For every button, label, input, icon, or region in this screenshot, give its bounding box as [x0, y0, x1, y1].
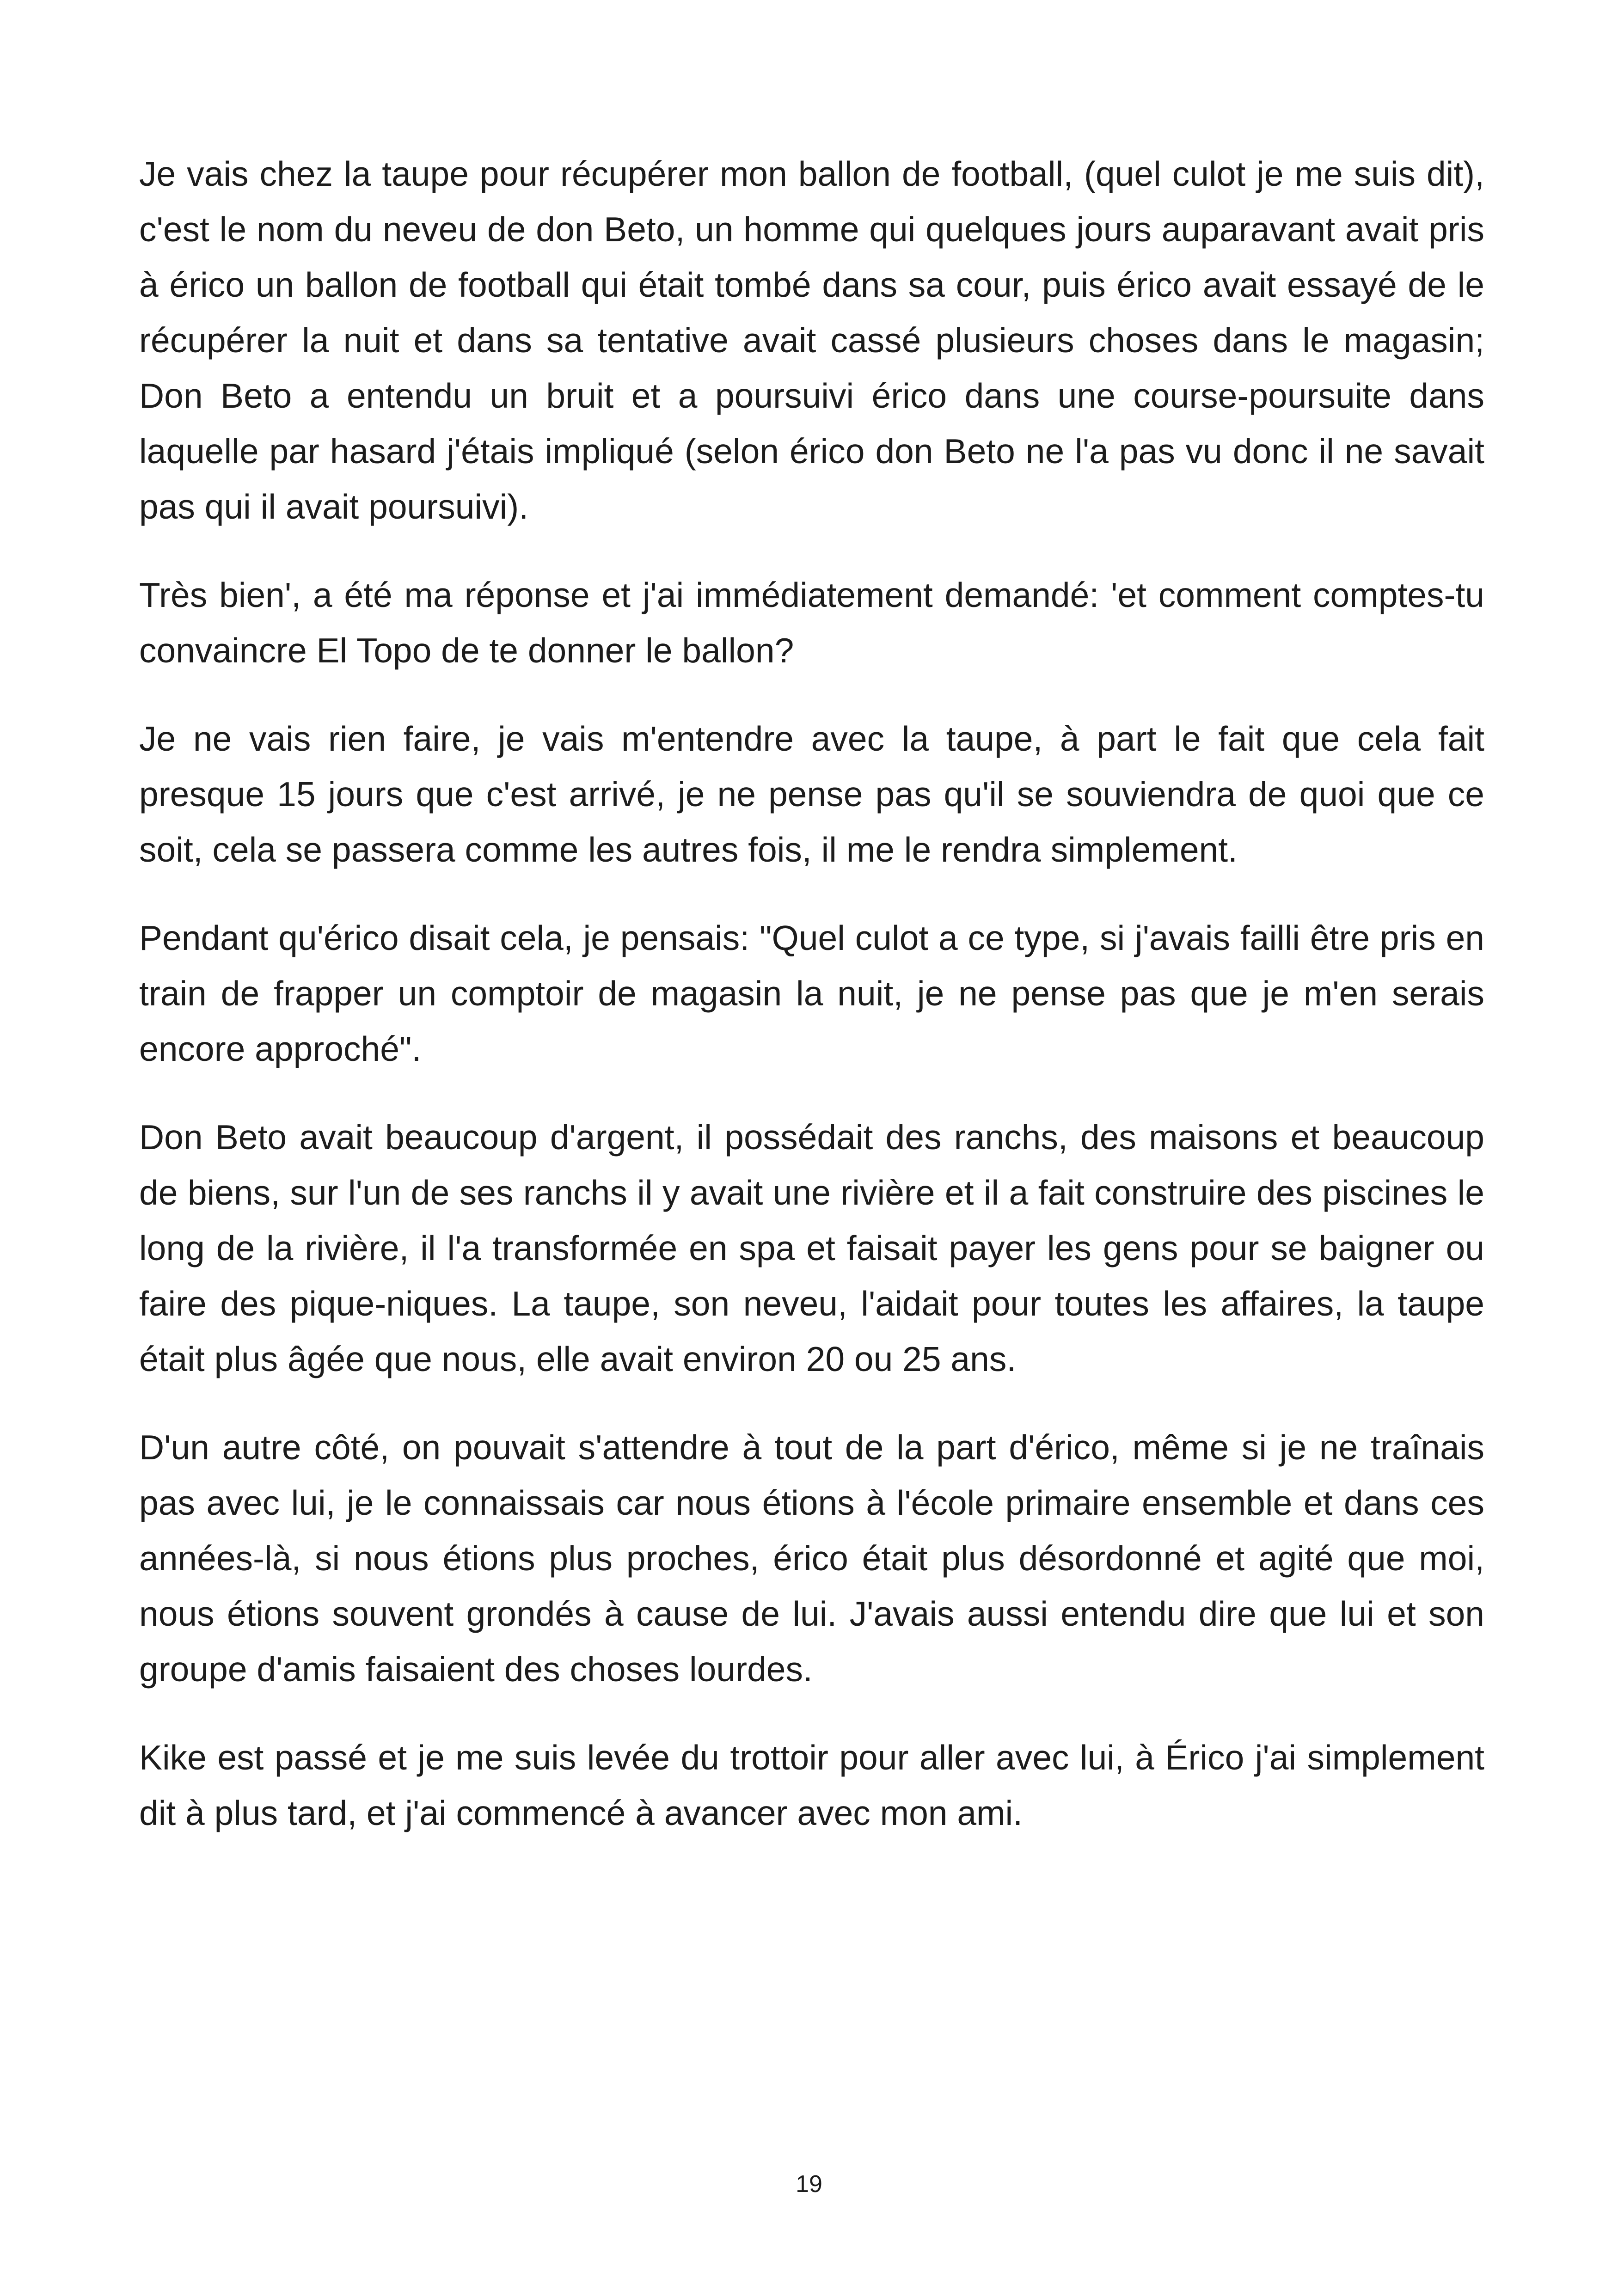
paragraph-2: Très bien', a été ma réponse et j'ai immédiatement demandé: 'et comment comptes-tu convaincre El Topo de te donner le ballon?	[139, 576, 1484, 670]
paragraph-5: Don Beto avait beaucoup d'argent, il possédait des ranchs, des maisons et beaucoup de biens, sur l'un de ses ranchs il y avait une rivière et il a fait construire des piscines le long de la rivière, il l'a transformée en spa et faisait payer les gens pour se baigner ou faire des pique-niques. La taupe, son neveu, l'aidait pour toutes les affaires, la taupe était plus âgée que nous, elle avait environ 20 ou 25 ans.	[139, 1118, 1484, 1378]
paragraph-6: D'un autre côté, on pouvait s'attendre à tout de la part d'érico, même si je ne traînais pas avec lui, je le connaissais car nous étions à l'école primaire ensemble et dans ces années-là, si nous étions plus proches, érico était plus désordonné et agité que moi, nous étions souvent grondés à cause de lui. J'avais aussi entendu dire que lui et son groupe d'amis faisaient des choses lourdes.	[139, 1428, 1484, 1689]
paragraph-3: Je ne vais rien faire, je vais m'entendre avec la taupe, à part le fait que cela fait presque 15 jours que c'est arrivé, je ne pense pas qu'il se souviendra de quoi que ce soit, cela se passera comme les autres fois, il me le rendra simplement.	[139, 719, 1484, 869]
page-number: 19	[796, 2171, 822, 2198]
paragraph-4: Pendant qu'érico disait cela, je pensais: "Quel culot a ce type, si j'avais failli être pris en train de frapper un comptoir de magasin la nuit, je ne pense pas que je m'en serais encore approché".	[139, 918, 1484, 1068]
body-text	[139, 146, 1484, 1841]
paragraph-1: Je vais chez la taupe pour récupérer mon ballon de football, (quel culot je me suis dit), c'est le nom du neveu de don Beto, un homme qui quelques jours auparavant avait pris à érico un ballon de football qui était tombé dans sa cour, puis érico avait essayé de le récupérer la nuit et dans sa tentative avait cassé plusieurs choses dans le magasin; Don Beto a entendu un bruit et a poursuivi érico dans une course-poursuite dans laquelle par hasard j'étais impliqué (selon érico don Beto ne l'a pas vu donc il ne savait pas qui il avait poursuivi).	[139, 154, 1484, 526]
paragraph-7: Kike est passé et je me suis levée du trottoir pour aller avec lui, à Érico j'ai simplement dit à plus tard, et j'ai commencé à avancer avec mon ami.	[139, 1738, 1484, 1832]
